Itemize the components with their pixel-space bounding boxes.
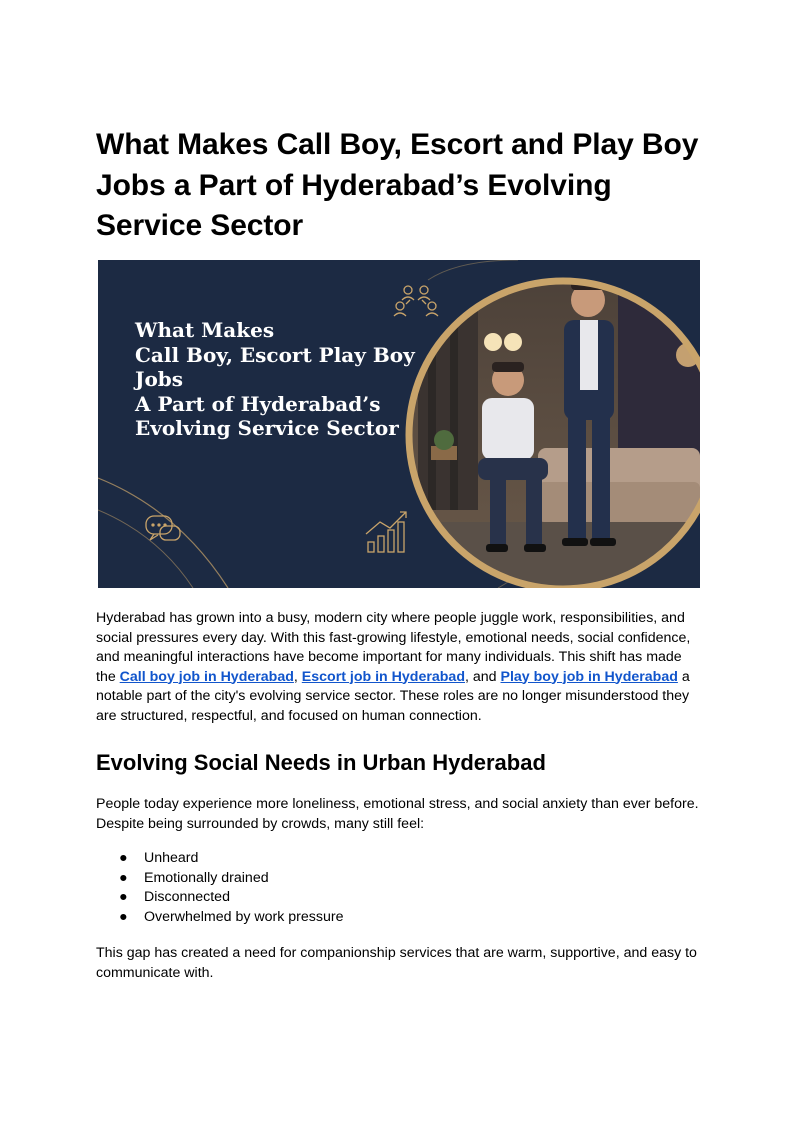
- list-item-label: Emotionally drained: [144, 869, 269, 886]
- list-item: [96, 869, 700, 889]
- intro-separator: , and: [465, 668, 501, 685]
- page-title: What Makes Call Boy, Escort and Play Boy Jobs a Part of Hyderabad’s Evolving Service Sector: [96, 128, 699, 242]
- intro-separator: ,: [293, 668, 302, 685]
- section-heading: Evolving Social Needs in Urban Hyderabad: [96, 750, 546, 775]
- list-item: [96, 849, 700, 869]
- list-item: [96, 888, 700, 908]
- chat-bubbles-icon: [146, 516, 180, 540]
- list-item-label: Overwhelmed by work pressure: [144, 908, 344, 925]
- list-item-label: Unheard: [144, 850, 199, 866]
- growth-chart-icon: [366, 512, 406, 552]
- closing-paragraph: This gap has created a need for companionship services that are warm, supportive, and easy to communicate with.: [96, 945, 697, 981]
- list-item-label: Disconnected: [144, 889, 230, 905]
- hero-title-text: What Makes Call Boy, Escort Play Boy Jobs A Part of Hyderabad’s Evolving Service Sector: [135, 318, 415, 441]
- escort-job-link[interactable]: Escort job in Hyderabad: [301, 668, 465, 685]
- bullet-icon: ●: [119, 850, 128, 866]
- list-item: [96, 908, 700, 928]
- intro-paragraph: [96, 609, 700, 726]
- intro-text-start: Hyderabad has grown into a busy, modern city where people juggle work, responsibilities, and social pressures every day. With this fast-growing lifestyle, emotional needs, social confidence, and meaningful interactions have become important for many individuals. This shift has made the: [96, 610, 691, 685]
- hero-banner-image: [98, 260, 700, 588]
- call-boy-job-link[interactable]: Call boy job in Hyderabad: [119, 668, 294, 685]
- feelings-list: [96, 849, 700, 927]
- play-boy-job-link[interactable]: Play boy job in Hyderabad: [500, 668, 678, 685]
- bullet-icon: ●: [119, 889, 128, 905]
- bullet-icon: ●: [119, 908, 128, 925]
- people-network-icon: [394, 286, 438, 316]
- section-lead-paragraph: People today experience more loneliness, emotional stress, and social anxiety than ever before. Despite being surrounded by crowds, many still feel:: [96, 796, 699, 832]
- intro-text-end: a notable part of the city's evolving service sector. These roles are no longer misunderstood they are structured, respectful, and focused on human connection.: [96, 668, 690, 724]
- bullet-icon: ●: [119, 869, 128, 886]
